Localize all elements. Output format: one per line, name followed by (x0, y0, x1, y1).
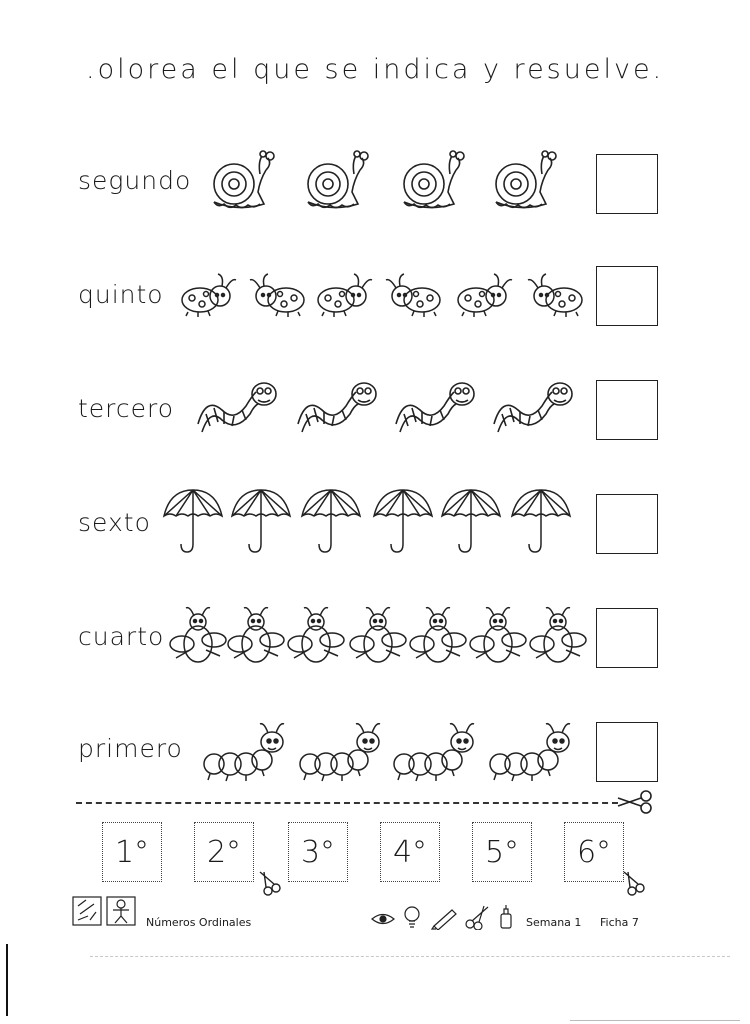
umbrella-icon[interactable] (370, 486, 436, 558)
person-icon (106, 896, 136, 926)
answer-box[interactable] (596, 266, 658, 326)
ordinal-card[interactable]: 4° (380, 822, 440, 882)
exercise-row (0, 254, 750, 344)
ladybug-icon[interactable] (314, 268, 376, 320)
answer-box[interactable] (596, 608, 658, 668)
exercise-row (0, 596, 750, 686)
scan-line (570, 1020, 740, 1021)
lightbulb-icon (400, 904, 424, 930)
scissors-icon (254, 870, 284, 896)
figure-group (190, 596, 590, 686)
umbrella-icon[interactable] (228, 486, 294, 558)
ordinal-card[interactable]: 1° (102, 822, 162, 882)
cut-line (76, 802, 618, 804)
caterpillar-icon[interactable] (488, 720, 572, 784)
exercise-row (0, 368, 750, 458)
figure-group (190, 708, 590, 798)
fly-icon[interactable] (168, 604, 228, 670)
crayon-icon (430, 906, 460, 930)
ladybug-icon[interactable] (454, 268, 516, 320)
ladybug-icon[interactable] (178, 268, 240, 320)
umbrella-icon[interactable] (508, 486, 574, 558)
umbrella-icon[interactable] (298, 486, 364, 558)
ordinal-card[interactable]: 5° (472, 822, 532, 882)
scissors-icon (618, 870, 648, 896)
worm-icon[interactable] (294, 376, 382, 440)
exercise-row (0, 140, 750, 230)
ordinal-card[interactable]: 2° (194, 822, 254, 882)
ordinal-word: sexto (78, 508, 151, 537)
worm-icon[interactable] (194, 376, 282, 440)
ordinal-word: segundo (78, 166, 192, 195)
answer-box[interactable] (596, 380, 658, 440)
figure-group (190, 368, 590, 458)
footer-week: Semana 1 (526, 916, 582, 929)
scissors-icon (464, 904, 494, 930)
fly-icon[interactable] (408, 604, 468, 670)
exercise-row (0, 708, 750, 798)
ordinal-word: primero (78, 734, 183, 763)
ordinal-card[interactable]: 6° (564, 822, 624, 882)
scan-line (90, 956, 730, 957)
fly-icon[interactable] (286, 604, 346, 670)
fly-icon[interactable] (528, 604, 588, 670)
figure-group (190, 254, 590, 344)
answer-box[interactable] (596, 722, 658, 782)
fly-icon[interactable] (348, 604, 408, 670)
caterpillar-icon[interactable] (298, 720, 382, 784)
figure-group (190, 140, 590, 230)
ordinal-word: tercero (78, 394, 175, 423)
worm-icon[interactable] (392, 376, 480, 440)
caterpillar-icon[interactable] (392, 720, 476, 784)
ordinal-word: cuarto (78, 622, 165, 651)
snail-icon[interactable] (302, 144, 374, 216)
fly-icon[interactable] (226, 604, 286, 670)
glue-icon (498, 904, 514, 930)
umbrella-icon[interactable] (160, 486, 226, 558)
answer-box[interactable] (596, 154, 658, 214)
figure-group (190, 482, 590, 572)
ladybug-icon[interactable] (524, 268, 586, 320)
umbrella-icon[interactable] (438, 486, 504, 558)
fly-icon[interactable] (468, 604, 528, 670)
exercise-row (0, 482, 750, 572)
scan-edge (6, 944, 8, 1016)
worm-icon[interactable] (490, 376, 578, 440)
ladybug-icon[interactable] (246, 268, 308, 320)
ordinal-card[interactable]: 3° (288, 822, 348, 882)
snail-icon[interactable] (490, 144, 562, 216)
ordinal-word: quinto (78, 280, 164, 309)
ladybug-icon[interactable] (382, 268, 444, 320)
eye-icon (370, 910, 396, 928)
snail-icon[interactable] (208, 144, 280, 216)
answer-box[interactable] (596, 494, 658, 554)
footer-sheet: Ficha 7 (600, 916, 639, 929)
math-subject-icon (72, 896, 102, 926)
scissors-icon (614, 788, 654, 816)
caterpillar-icon[interactable] (202, 720, 286, 784)
instruction-title: .olorea el que se indica y resuelve. (86, 54, 665, 85)
footer-subject: Números Ordinales (146, 916, 252, 929)
snail-icon[interactable] (398, 144, 470, 216)
